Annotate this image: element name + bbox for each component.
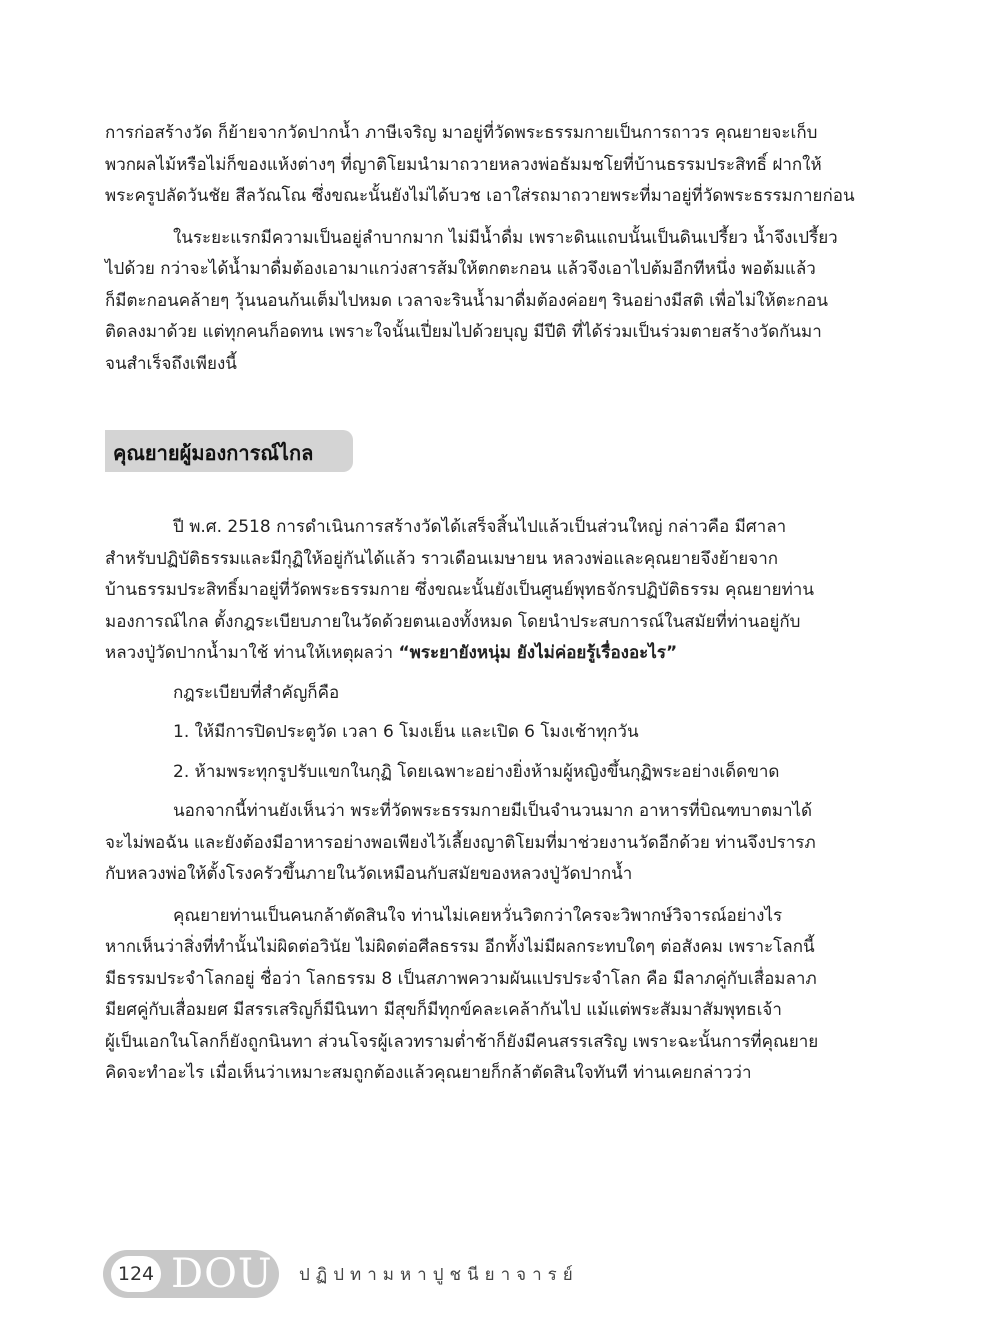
line-prefix: หลวงปู่วัดปากน้ำมาใช้ ท่านให้เหตุผลว่า	[105, 643, 399, 663]
paragraph-line: พระครูปลัดวันชัย สีลวัณโณ ซึ่งขณะนั้นยังไม่ได้บวช เอาใส่รถมาถวายพระที่มาอยู่ที่วัดพระธรรมกายก่อน	[105, 186, 855, 206]
paragraph-line: ไปด้วย กว่าจะได้น้ำมาดื่มต้องเอามาแกว่งสารส้มให้ตกตะกอน แล้วจึงเอาไปต้มอีกทีหนึ่ง พอต้มแล้ว	[105, 259, 816, 279]
water-paragraph	[105, 223, 880, 381]
paragraph-line: ปี พ.ศ. 2518 การดำเนินการสร้างวัดได้เสร็จสิ้นไปแล้วเป็นส่วนใหญ่ กล่าวคือ มีศาลา	[173, 517, 787, 537]
book-title: ปฏิปทามหาปูชนียาจารย์	[299, 1264, 579, 1285]
year-paragraph	[105, 512, 880, 670]
paragraph-line: ก็มีตะกอนคล้ายๆ วุ้นนอนก้นเต็มไปหมด เวลาจะรินน้ำมาดื่มต้องค่อยๆ รินอย่างมีสติ เพื่อไม่ให้ตะกอน	[105, 290, 828, 311]
paragraph-line: พวกผลไม้หรือไม่ก็ของแห้งต่างๆ ที่ญาติโยมนำมาถวายหลวงพ่อธัมมชโยที่บ้านธรรมประสิทธิ์ ฝากให้	[105, 154, 822, 175]
paragraph-line: ผู้เป็นเอกในโลกก็ยังถูกนินทา ส่วนโจรผู้เลวทรามต่ำช้าก็ยังมีคนสรรเสริญ เพราะฉะนั้นการที่คุณยาย	[105, 1031, 819, 1052]
paragraph-line: บ้านธรรมประสิทธิ์มาอยู่ที่วัดพระธรรมกาย ซึ่งขณะนั้นยังเป็นศูนย์พุทธจักรปฏิบัติธรรม คุณยายท่าน	[105, 580, 814, 600]
paragraph-line: การก่อสร้างวัด ก็ย้ายจากวัดปากน้ำ ภาษีเจริญ มาอยู่ที่วัดพระธรรมกายเป็นการถาวร คุณยายจะเก็บ	[105, 123, 818, 143]
rule-item: 2. ห้ามพระทุกรูปรับแขกในกุฏิ โดยเฉพาะอย่างยิ่งห้ามผู้หญิงขึ้นกุฏิพระอย่างเด็ดขาด	[173, 761, 780, 782]
paragraph-line: มีธรรมประจำโลกอยู่ ชื่อว่า โลกธรรม 8 เป็นสภาพความผันแปรประจำโลก คือ มีลาภคู่กับเสื่อมลาภ	[105, 968, 817, 989]
paragraph-line: กับหลวงพ่อให้ตั้งโรงครัวขึ้นภายในวัดเหมือนกับสมัยของหลวงปู่วัดปากน้ำ	[105, 864, 633, 884]
rules-title: กฎระเบียบที่สำคัญก็คือ	[173, 682, 340, 703]
paragraph-line: นอกจากนี้ท่านยังเห็นว่า พระที่วัดพระธรรมกายมีเป็นจำนวนมาก อาหารที่บิณฑบาตมาได้	[173, 801, 813, 821]
paragraph-line-with-quote	[105, 638, 880, 670]
page-number: 124	[111, 1256, 161, 1292]
paragraph-line: คุณยายท่านเป็นคนกล้าตัดสินใจ ท่านไม่เคยหวั่นวิตกว่าใครจะวิพากษ์วิจารณ์อย่างไร	[173, 905, 783, 926]
paragraph-line: สำหรับปฏิบัติธรรมและมีกุฏิให้อยู่กันได้แล้ว ราวเดือนเมษายน หลวงพ่อและคุณยายจึงย้ายจาก	[105, 548, 779, 569]
decisive-paragraph	[105, 901, 880, 1090]
paragraph-line: คิดจะทำอะไร เมื่อเห็นว่าเหมาะสมถูกต้องแล้วคุณยายก็กล้าตัดสินใจทันที ท่านเคยกล่าวว่า	[105, 1063, 752, 1083]
rule-item: 1. ให้มีการปิดประตูวัด เวลา 6 โมงเย็น และเปิด 6 โมงเช้าทุกวัน	[173, 722, 639, 742]
paragraph-line: จนสำเร็จถึงเพียงนี้	[105, 353, 237, 374]
quote-text: “พระยายังหนุ่ม ยังไม่ค่อยรู้เรื่องอะไร”	[398, 643, 678, 663]
paragraph-line: จะไม่พอฉัน และยังต้องมีอาหารอย่างพอเพียงไว้เลี้ยงญาติโยมที่มาช่วยงานวัดอีกด้วย ท่านจึงปรารภ	[105, 832, 816, 853]
paragraph-line: มองการณ์ไกล ตั้งกฎระเบียบภายในวัดด้วยตนเองทั้งหมด โดยนำประสบการณ์ในสมัยที่ท่านอยู่กับ	[105, 611, 801, 632]
page-badge	[103, 1250, 279, 1298]
paragraph-line: มียศคู่กับเสื่อมยศ มีสรรเสริญก็มีนินทา มีสุขก็มีทุกข์คละเคล้ากันไป แม้แต่พระสัมมาสัมพุทธเจ้า	[105, 1000, 782, 1020]
paragraph-line: ในระยะแรกมีความเป็นอยู่ลำบากมาก ไม่มีน้ำดื่ม เพราะดินแถบนั้นเป็นดินเปรี้ยว น้ำจึงเปรี้ยว	[173, 227, 838, 248]
paragraph-line: ติดลงมาด้วย แต่ทุกคนก็อดทน เพราะใจนั้นเปี่ยมไปด้วยบุญ มีปีติ ที่ได้ร่วมเป็นร่วมตายสร้างวัดกันมา	[105, 322, 822, 342]
paragraph-line: หากเห็นว่าสิ่งที่ทำนั้นไม่ผิดต่อวินัย ไม่ผิดต่อศีลธรรม อีกทั้งไม่มีผลกระทบใดๆ ต่อสังคม เพราะโลกนี้	[105, 937, 815, 957]
kitchen-paragraph	[105, 796, 880, 891]
section-heading-box	[105, 430, 353, 472]
brand-logo: DOU	[171, 1251, 273, 1297]
section-heading: คุณยายผู้มองการณ์ไกล	[113, 441, 314, 465]
intro-paragraph	[105, 118, 880, 213]
page-body	[105, 118, 880, 1090]
page-footer	[103, 1250, 579, 1298]
